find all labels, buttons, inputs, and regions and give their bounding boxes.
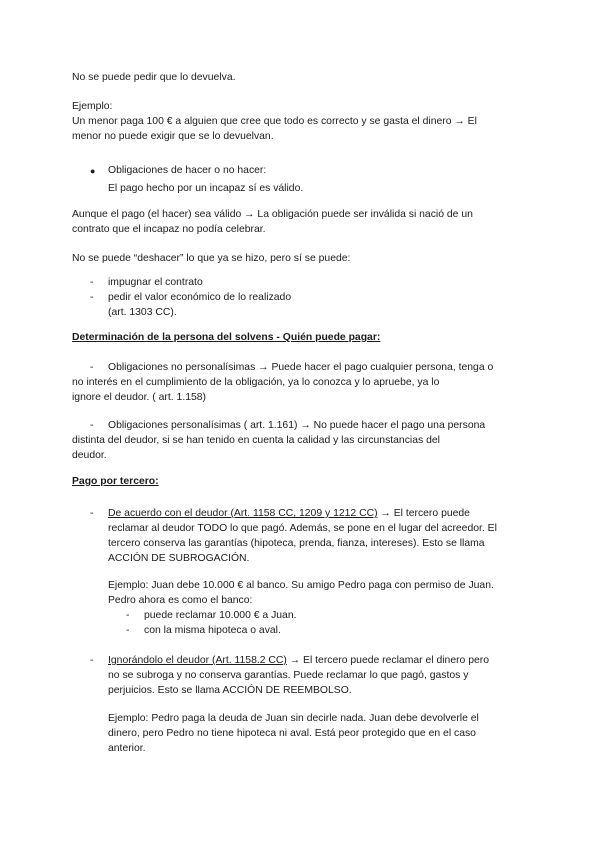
dash-icon: - xyxy=(90,508,94,519)
dash-icon: - xyxy=(90,420,94,431)
dash-icon: - xyxy=(126,625,130,636)
bullet-icon: ● xyxy=(90,166,96,176)
list-item: puede reclamar 10.000 € a Juan. xyxy=(144,610,297,621)
list-item: impugnar el contrato xyxy=(108,277,203,288)
paragraph-no-devolver: No se puede pedir que lo devuelva. xyxy=(72,72,236,83)
heading-pago-tercero: Pago por tercero: xyxy=(72,476,159,487)
example-menor: Ejemplo: Un menor paga 100 € a alguien que cree que todo es correcto y se gasta el dinero → El menor no puede exigir que se lo devuelvan. xyxy=(72,101,477,142)
bullet-obligaciones-hacer: Obligaciones de hacer o no hacer: El pago hecho por un incapaz sí es válido. xyxy=(108,165,304,194)
item-ignorandolo-deudor: Ignorándolo el deudor (Art. 1158.2 CC) → El tercero puede reclamar el dinero pero no se subroga y no conserva garantías. Puede reclamar lo que pagó, gastos y perjuicios. Esto se llama ACCIÓN DE REEMBOLSO. xyxy=(108,655,490,696)
example-juan-banco: Ejemplo: Juan debe 10.000 € al banco. Su amigo Pedro paga con permiso de Juan. Pedro ahora es como el banco: xyxy=(108,580,494,606)
article-reference: Ignorándolo el deudor (Art. 1158.2 CC) xyxy=(108,655,287,666)
example-pedro-reembolso: Ejemplo: Pedro paga la deuda de Juan sin decirle nada. Juan debe devolverle el dinero, pero Pedro no tiene hipoteca ni aval. Está peor protegido que en el caso anterior. xyxy=(108,713,479,754)
paragraph-pago-valido: Aunque el pago (el hacer) sea válido → La obligación puede ser inválida si nació de un contrato que el incapaz no podía celebrar. xyxy=(72,209,473,235)
paragraph-personalisimas: Obligaciones personalísimas ( art. 1.161) → No puede hacer el pago una persona distinta del deudor, si se han tenido en cuenta la calidad y las circunstancias del deudor. xyxy=(72,420,486,461)
dash-icon: - xyxy=(126,610,130,621)
list-item: con la misma hipoteca o aval. xyxy=(144,625,281,636)
heading-solvens: Determinación de la persona del solvens - Quién puede pagar: xyxy=(72,332,381,343)
dash-icon: - xyxy=(90,292,94,303)
paragraph-no-personalisimas: Obligaciones no personalísimas → Puede hacer el pago cualquier persona, tenga o no interés en el cumplimiento de la obligación, ya lo conozca y lo apruebe, ya lo ignore el deudor. ( art. 1.158) xyxy=(72,362,494,403)
dash-icon: - xyxy=(90,277,94,288)
item-acuerdo-deudor: De acuerdo con el deudor (Art. 1158 CC, 1209 y 1212 CC) → El tercero puede reclamar al deudor TODO lo que pagó. Además, se pone en el lugar del acreedor. El tercero conserva las garantías (hipoteca, prenda, fianza, intereses). Esto se llama ACCIÓN DE SUBROGACIÓN. xyxy=(108,508,497,564)
article-reference: De acuerdo con el deudor (Art. 1158 CC, 1209 y 1212 CC) xyxy=(108,508,378,519)
paragraph-deshacer: No se puede “deshacer” lo que ya se hizo, pero sí se puede: xyxy=(72,253,351,264)
dash-icon: - xyxy=(90,362,94,373)
list-item: pedir el valor económico de lo realizado (art. 1303 CC). xyxy=(108,292,292,318)
dash-icon: - xyxy=(90,655,94,666)
